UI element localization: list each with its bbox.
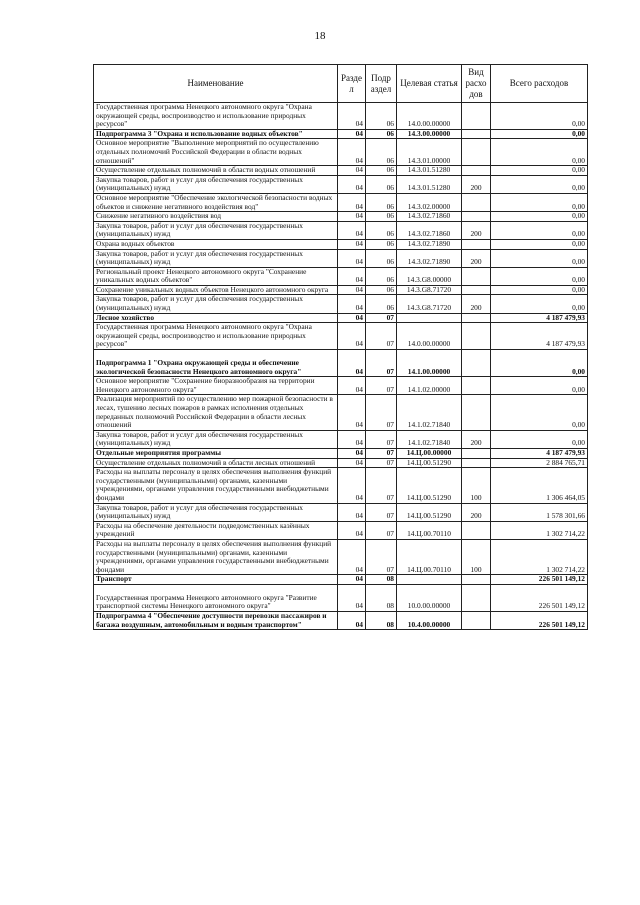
row-total-cell: 1 302 714,22 [491,539,588,574]
row-type-cell [462,313,491,323]
row-article-cell: 10.0.00.00000 [397,584,462,611]
row-total-cell: 0,00 [491,430,588,448]
row-subsection-cell: 06 [366,193,397,211]
table-header-row [94,65,588,103]
row-article-cell: 14.1.02.71840 [397,430,462,448]
row-section-cell: 04 [338,323,366,350]
row-article-cell: 14.Ц.00.51290 [397,468,462,503]
row-total-cell: 1 302 714,22 [491,521,588,539]
row-name-cell: Закупка товаров, работ и услуг для обеспечения государственных (муниципальных) нужд [94,295,338,313]
row-section-cell: 04 [338,193,366,211]
row-article-cell: 14.0.00.00000 [397,323,462,350]
row-article-cell: 14.3.G8.71720 [397,295,462,313]
row-total-cell: 0,00 [491,103,588,130]
row-section-cell: 04 [338,267,366,285]
row-article-cell: 14.3.02.00000 [397,193,462,211]
row-subsection-cell: 07 [366,395,397,430]
row-section-cell: 04 [338,249,366,267]
row-total-cell: 0,00 [491,129,588,139]
row-article-cell: 14.3.01.51280 [397,166,462,176]
row-subsection-cell: 07 [366,458,397,468]
row-subsection-cell: 07 [366,377,397,395]
row-total-cell: 0,00 [491,193,588,211]
row-total-cell: 0,00 [491,285,588,295]
header-subsection: Подр аздел [366,65,397,103]
row-type-cell [462,285,491,295]
header-name: Наименование [94,65,338,103]
row-section-cell: 04 [338,103,366,130]
row-type-cell [462,377,491,395]
row-total-cell: 0,00 [491,350,588,377]
row-name-cell: Основное мероприятие "Выполнение мероприятий по осуществлению отдельных полномочий Российской Федерации в области водных отношений" [94,139,338,166]
row-section-cell: 04 [338,350,366,377]
row-name-cell: Закупка товаров, работ и услуг для обеспечения государственных (муниципальных) нужд [94,503,338,521]
row-section-cell: 04 [338,295,366,313]
row-total-cell: 0,00 [491,295,588,313]
row-section-cell: 04 [338,575,366,585]
table-row [94,521,588,539]
row-name-cell: Расходы на обеспечение деятельности подведомственных казённых учреждений [94,521,338,539]
row-total-cell: 0,00 [491,175,588,193]
row-total-cell: 0,00 [491,166,588,176]
row-total-cell: 226 501 149,12 [491,584,588,611]
row-name-cell: Охрана водных объектов [94,239,338,249]
row-article-cell: 10.4.00.00000 [397,612,462,630]
table-row [94,103,588,130]
row-article-cell: 14.3.01.51280 [397,175,462,193]
row-article-cell: 14.1.02.00000 [397,377,462,395]
row-type-cell: 200 [462,430,491,448]
table-row [94,175,588,193]
header-total: Всего расходов [491,65,588,103]
row-section-cell: 04 [338,521,366,539]
row-subsection-cell: 07 [366,448,397,458]
table-row [94,430,588,448]
row-subsection-cell: 07 [366,430,397,448]
row-type-cell [462,239,491,249]
row-type-cell: 200 [462,249,491,267]
row-article-cell [397,575,462,585]
table-row [94,503,588,521]
table-row [94,221,588,239]
row-subsection-cell: 06 [366,249,397,267]
row-section-cell: 04 [338,239,366,249]
row-name-cell: Закупка товаров, работ и услуг для обеспечения государственных (муниципальных) нужд [94,249,338,267]
row-article-cell: 14.3.02.71890 [397,239,462,249]
row-type-cell [462,212,491,222]
row-article-cell: 14.Ц.00.00000 [397,448,462,458]
row-section-cell: 04 [338,430,366,448]
row-name-cell: Закупка товаров, работ и услуг для обеспечения государственных (муниципальных) нужд [94,221,338,239]
row-article-cell: 14.1.00.00000 [397,350,462,377]
table-row [94,584,588,611]
table-row [94,239,588,249]
page-number: 18 [314,30,326,42]
row-name-cell: Подпрограмма 4 "Обеспечение доступности перевозки пассажиров и багажа воздушным, автомобильным и водным транспортом" [94,612,338,630]
row-subsection-cell: 07 [366,539,397,574]
row-section-cell: 04 [338,285,366,295]
row-section-cell: 04 [338,221,366,239]
row-type-cell [462,612,491,630]
row-subsection-cell: 06 [366,166,397,176]
row-section-cell: 04 [338,166,366,176]
row-name-cell: Подпрограмма 1 "Охрана окружающей среды и обеспечение экологической безопасности Ненецкого автономного округа" [94,350,338,377]
row-name-cell: Государственная программа Ненецкого автономного округа "Охрана окружающей среды, воспроизводство и использование природных ресурсов" [94,103,338,130]
table-body [94,103,588,630]
table-row [94,166,588,176]
row-article-cell: 14.3.02.71860 [397,221,462,239]
row-name-cell: Закупка товаров, работ и услуг для обеспечения государственных (муниципальных) нужд [94,430,338,448]
row-article-cell: 14.3.G8.00000 [397,267,462,285]
table-row [94,395,588,430]
row-article-cell: 14.Ц.00.51290 [397,458,462,468]
row-name-cell: Основное мероприятие "Сохранение биоразнообразия на территории Ненецкого автономного округа" [94,377,338,395]
row-section-cell: 04 [338,139,366,166]
row-subsection-cell: 07 [366,350,397,377]
row-article-cell: 14.3.02.71860 [397,212,462,222]
row-section-cell: 04 [338,395,366,430]
row-total-cell: 226 501 149,12 [491,612,588,630]
row-subsection-cell: 07 [366,313,397,323]
row-type-cell [462,350,491,377]
row-article-cell: 14.1.02.71840 [397,395,462,430]
row-type-cell [462,166,491,176]
row-type-cell [462,575,491,585]
row-total-cell: 226 501 149,12 [491,575,588,585]
row-type-cell: 100 [462,468,491,503]
row-type-cell: 200 [462,175,491,193]
row-section-cell: 04 [338,539,366,574]
row-type-cell [462,584,491,611]
row-section-cell: 04 [338,584,366,611]
table-row [94,323,588,350]
table-row [94,295,588,313]
row-total-cell: 0,00 [491,239,588,249]
row-article-cell [397,313,462,323]
row-subsection-cell: 06 [366,239,397,249]
row-article-cell: 14.3.02.71890 [397,249,462,267]
table-row [94,468,588,503]
row-subsection-cell: 07 [366,521,397,539]
row-section-cell: 04 [338,175,366,193]
row-section-cell: 04 [338,468,366,503]
row-section-cell: 04 [338,313,366,323]
row-article-cell: 14.3.G8.71720 [397,285,462,295]
row-article-cell: 14.3.01.00000 [397,139,462,166]
row-name-cell: Основное мероприятие "Обеспечение экологической безопасности водных объектов и снижение негативного воздействия вод" [94,193,338,211]
row-total-cell: 4 187 479,93 [491,448,588,458]
table-row [94,539,588,574]
row-subsection-cell: 06 [366,139,397,166]
row-section-cell: 04 [338,503,366,521]
row-total-cell: 1 578 301,66 [491,503,588,521]
row-article-cell: 14.Ц.00.51290 [397,503,462,521]
row-section-cell: 04 [338,129,366,139]
row-article-cell: 14.0.00.00000 [397,103,462,130]
header-target-article: Целевая статья [397,65,462,103]
table-row [94,267,588,285]
table-row [94,249,588,267]
row-subsection-cell: 08 [366,584,397,611]
table-row [94,575,588,585]
table-row [94,139,588,166]
row-type-cell: 200 [462,503,491,521]
row-article-cell: 14.3.00.00000 [397,129,462,139]
row-total-cell: 0,00 [491,377,588,395]
row-type-cell [462,267,491,285]
row-total-cell: 1 306 464,05 [491,468,588,503]
row-name-cell: Снижение негативного воздействия вод [94,212,338,222]
row-name-cell: Государственная программа Ненецкого автономного округа "Охрана окружающей среды, воспроизводство и использование природных ресурсов" [94,323,338,350]
row-name-cell: Закупка товаров, работ и услуг для обеспечения государственных (муниципальных) нужд [94,175,338,193]
row-section-cell: 04 [338,458,366,468]
row-type-cell: 100 [462,539,491,574]
row-name-cell: Региональный проект Ненецкого автономного округа "Сохранение уникальных водных объектов" [94,267,338,285]
header-section: Разде л [338,65,366,103]
row-total-cell: 0,00 [491,212,588,222]
row-type-cell [462,323,491,350]
row-type-cell [462,395,491,430]
row-subsection-cell: 06 [366,285,397,295]
table-row [94,193,588,211]
row-name-cell: Осуществление отдельных полномочий в области водных отношений [94,166,338,176]
row-type-cell [462,193,491,211]
row-total-cell: 0,00 [491,267,588,285]
row-subsection-cell: 06 [366,175,397,193]
table-row [94,350,588,377]
row-total-cell: 0,00 [491,249,588,267]
row-name-cell: Государственная программа Ненецкого автономного округа "Развитие транспортной системы Ненецкого автономного округа" [94,584,338,611]
row-subsection-cell: 06 [366,129,397,139]
row-section-cell: 04 [338,612,366,630]
row-subsection-cell: 07 [366,323,397,350]
row-subsection-cell: 08 [366,575,397,585]
budget-table [93,64,588,630]
row-type-cell [462,448,491,458]
row-section-cell: 04 [338,448,366,458]
row-total-cell: 2 884 765,71 [491,458,588,468]
table-row [94,212,588,222]
row-subsection-cell: 06 [366,221,397,239]
row-name-cell: Реализация мероприятий по осуществлению мер пожарной безопасности в лесах, тушению лесных пожаров в рамках исполнения отдельных переданных полномочий Российской Федерации в области лесных отношений [94,395,338,430]
row-subsection-cell: 06 [366,267,397,285]
row-total-cell: 4 187 479,93 [491,313,588,323]
row-subsection-cell: 06 [366,295,397,313]
row-total-cell: 0,00 [491,221,588,239]
row-name-cell: Расходы на выплаты персоналу в целях обеспечения выполнения функций государственными (муниципальными) органами, казенными учреждениями, органами управления государственными внебюджетными фондами [94,539,338,574]
row-name-cell: Лесное хозяйство [94,313,338,323]
row-article-cell: 14.Ц.00.70110 [397,539,462,574]
row-type-cell: 200 [462,221,491,239]
row-total-cell: 0,00 [491,395,588,430]
row-article-cell: 14.Ц.00.70110 [397,521,462,539]
row-type-cell: 200 [462,295,491,313]
row-section-cell: 04 [338,377,366,395]
table-row [94,612,588,630]
row-total-cell: 4 187 479,93 [491,323,588,350]
row-name-cell: Подпрограмма 3 "Охрана и использование водных объектов" [94,129,338,139]
row-type-cell [462,458,491,468]
row-type-cell [462,103,491,130]
row-name-cell: Осуществление отдельных полномочий в области лесных отношений [94,458,338,468]
row-section-cell: 04 [338,212,366,222]
row-name-cell: Транспорт [94,575,338,585]
header-expense-type: Вид расхо дов [462,65,491,103]
row-name-cell: Расходы на выплаты персоналу в целях обеспечения выполнения функций государственными (муниципальными) органами, казенными учреждениями, органами управления государственными внебюджетными фондами [94,468,338,503]
row-subsection-cell: 08 [366,612,397,630]
row-type-cell [462,139,491,166]
row-type-cell [462,129,491,139]
table-row [94,448,588,458]
row-name-cell: Отдельные мероприятия программы [94,448,338,458]
row-subsection-cell: 07 [366,503,397,521]
row-total-cell: 0,00 [491,139,588,166]
row-subsection-cell: 06 [366,212,397,222]
row-subsection-cell: 06 [366,103,397,130]
row-name-cell: Сохранение уникальных водных объектов Ненецкого автономного округа [94,285,338,295]
row-type-cell [462,521,491,539]
row-subsection-cell: 07 [366,468,397,503]
table-row [94,377,588,395]
